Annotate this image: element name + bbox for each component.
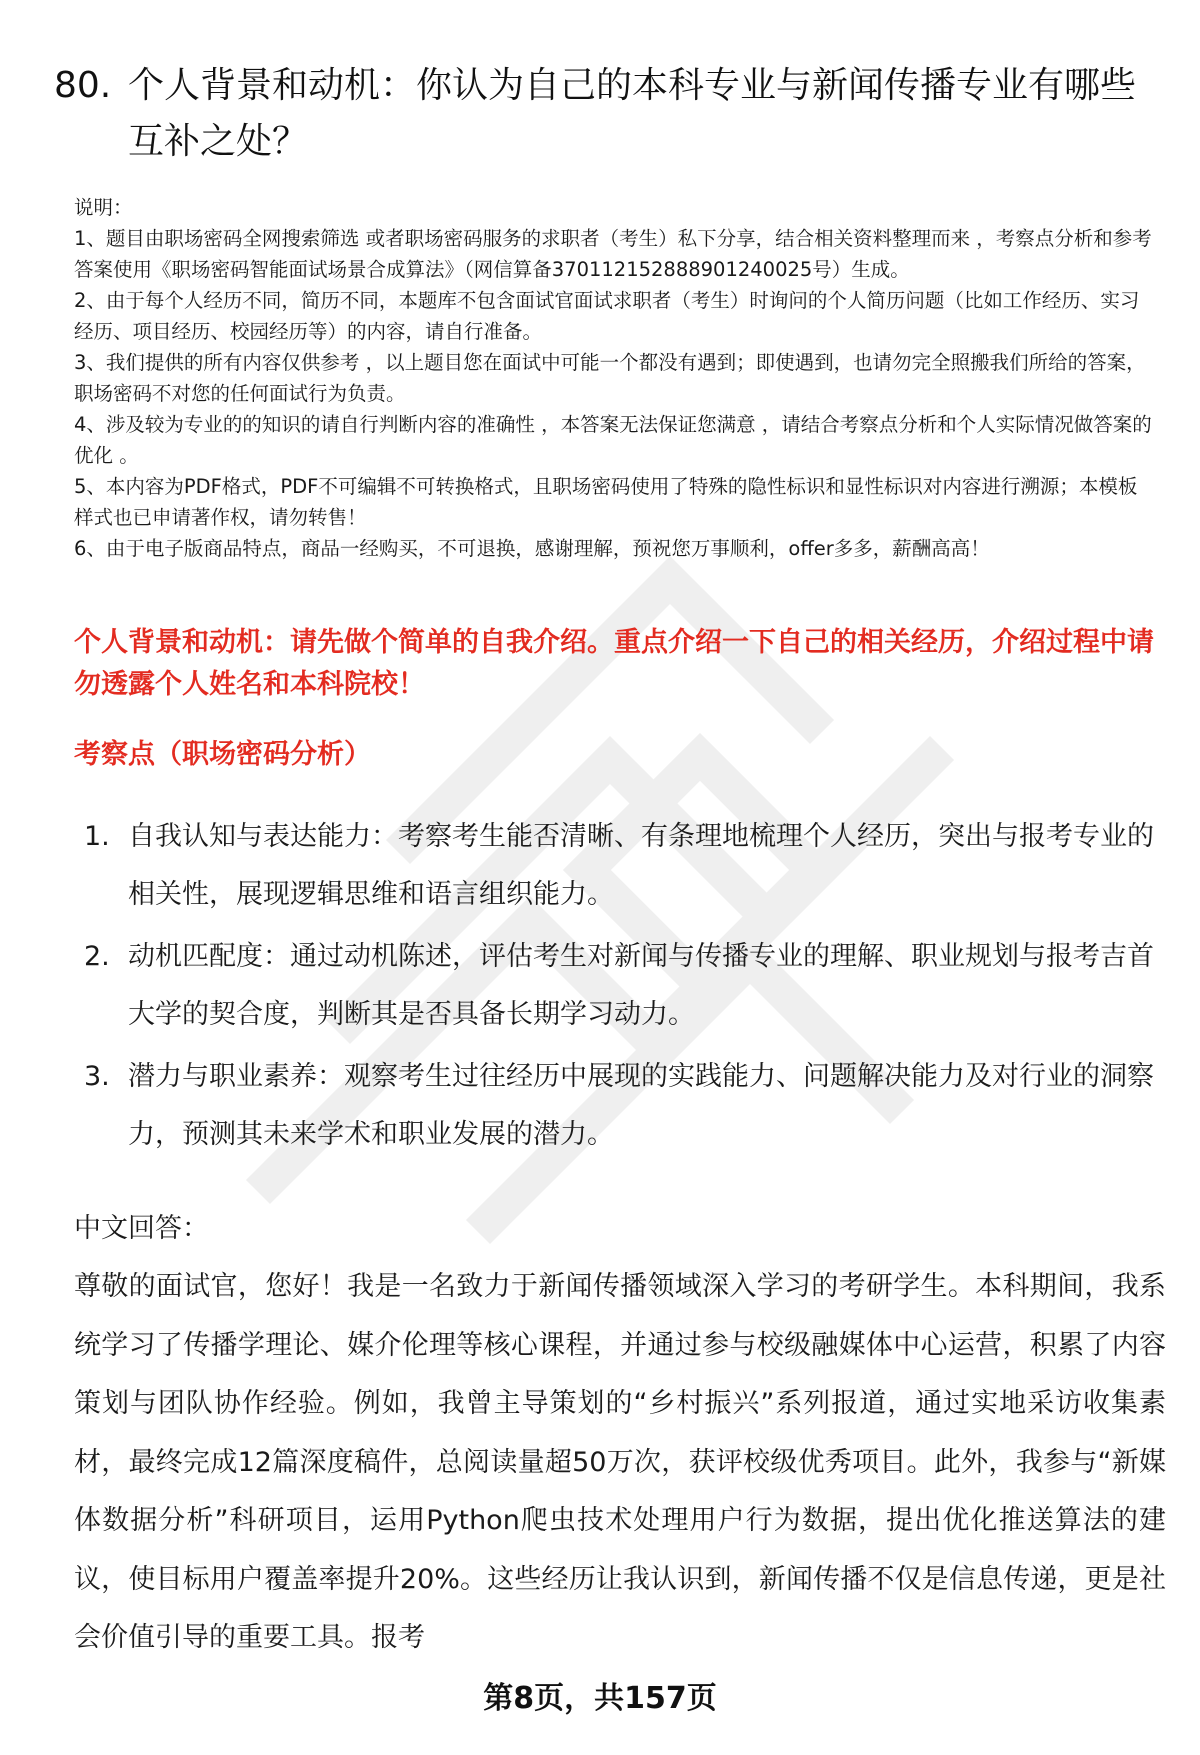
- point-number: 1.: [84, 821, 110, 852]
- point-text: 潜力与职业素养：观察考生过往经历中展现的实践能力、问题解决能力及对行业的洞察力，预测其未来学术和职业发展的潜力。: [128, 1061, 1154, 1150]
- point-text: 自我认知与表达能力：考察考生能否清晰、有条理地梳理个人经历，突出与报考专业的相关性，展现逻辑思维和语言组织能力。: [128, 821, 1154, 910]
- note-item: 6、由于电子版商品特点，商品一经购买，不可退换，感谢理解，预祝您万事顺利，offer多多，薪酬高高！: [74, 537, 990, 560]
- note-item: 5、本内容为PDF格式，PDF不可编辑不可转换格式，且职场密码使用了特殊的隐性标识和显性标识对内容进行溯源；本模板样式也已申请著作权，请勿转售！: [74, 475, 1138, 529]
- note-item: 4、涉及较为专业的的知识的请自行判断内容的准确性 ，本答案无法保证您满意 ，请结合考察点分析和个人实际情况做答案的优化 。: [74, 413, 1152, 467]
- note-item: 3、我们提供的所有内容仅供参考 ，以上题目您在面试中可能一个都没有遇到；即使遇到，也请勿完全照搬我们所给的答案，职场密码不对您的任何面试行为负责。: [74, 351, 1146, 405]
- notes-heading: 说明：: [74, 196, 133, 219]
- question-number: 80.: [54, 65, 112, 106]
- note-item: 2、由于每个人经历不同，简历不同，本题库不包含面试官面试求职者（考生）时询问的个人简历问题（比如工作经历、实习经历、项目经历、校园经历等）的内容，请自行准备。: [74, 289, 1140, 343]
- interview-question: 个人背景和动机：请先做个简单的自我介绍。重点介绍一下自己的相关经历，介绍过程中请勿透露个人姓名和本科院校！: [74, 627, 1154, 700]
- analysis-point: [84, 808, 1164, 924]
- analysis-heading: 考察点（职场密码分析）: [74, 739, 371, 770]
- analysis-point: [84, 1048, 1164, 1164]
- point-text: 动机匹配度：通过动机陈述，评估考生对新闻与传播专业的理解、职业规划与报考吉首大学的契合度，判断其是否具备长期学习动力。: [128, 941, 1154, 1030]
- analysis-points: [84, 808, 1164, 1168]
- point-number: 2.: [84, 941, 110, 972]
- analysis-point: [84, 928, 1164, 1044]
- question-text: 个人背景和动机：你认为自己的本科专业与新闻传播专业有哪些互补之处？: [128, 65, 1137, 162]
- point-number: 3.: [84, 1061, 110, 1092]
- answer-text: 尊敬的面试官，您好！我是一名致力于新闻传播领域深入学习的考研学生。本科期间，我系统学习了传播学理论、媒介伦理等核心课程，并通过参与校级融媒体中心运营，积累了内容策划与团队协作经验。例如，我曾主导策划的“乡村振兴”系列报道，通过实地采访收集素材，最终完成12篇深度稿件，总阅读量超50万次，获评校级优秀项目。此外，我参与“新媒体数据分析”科研项目，运用Python爬虫技术处理用户行为数据，提出优化推送算法的建议，使目标用户覆盖率提升20%。这些经历让我认识到，新闻传播不仅是信息传递，更是社会价值引导的重要工具。报考: [74, 1271, 1166, 1653]
- note-item: 1、题目由职场密码全网搜索筛选 或者职场密码服务的求职者（考生）私下分享，结合相关资料整理而来 ，考察点分析和参考答案使用《职场密码智能面试场景合成算法》（网信算备370112152888901240025号）生成。: [74, 227, 1152, 281]
- page-footer: 第8页，共157页: [483, 1681, 717, 1716]
- answer-label: 中文回答：: [74, 1213, 209, 1244]
- notes-section: [74, 192, 1154, 564]
- question-title: [54, 58, 1154, 170]
